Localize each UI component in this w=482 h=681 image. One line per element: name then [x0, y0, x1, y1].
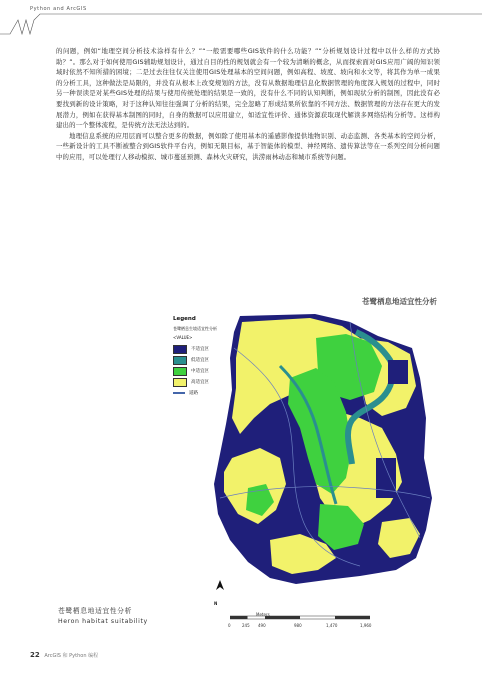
- legend-layer-name: 苍鹭栖息生境适宜性分析: [173, 326, 217, 331]
- body-text: [56, 46, 440, 163]
- legend-item-unsuitable: 不适宜区: [173, 344, 245, 354]
- legend-item-low: 低适宜区: [173, 355, 245, 365]
- legend-item-high: 高适宜区: [173, 377, 245, 387]
- legend-item-road: 道路: [173, 388, 245, 398]
- page-number: 22: [30, 651, 40, 659]
- map-legend: [173, 316, 245, 399]
- running-head: Python and ArcGIS: [30, 6, 87, 12]
- scale-tick: 1,960: [360, 623, 372, 628]
- legend-item-medium: 中适宜区: [173, 366, 245, 376]
- scale-tick: 1,470: [326, 623, 338, 628]
- swatch-icon: [173, 367, 187, 376]
- caption-zh: 苍鹭栖息地适宜性分析: [58, 607, 132, 615]
- north-label: N: [214, 601, 218, 606]
- legend-value-label: <VALUE>: [173, 335, 193, 340]
- swatch-icon: [173, 356, 187, 365]
- road-line-icon: [173, 392, 185, 393]
- figure-title-zh: 苍鹭栖息地适宜性分析: [362, 297, 437, 306]
- swatch-icon: [173, 378, 187, 387]
- scale-tick: 490: [258, 623, 266, 628]
- figure-caption: [58, 605, 148, 625]
- footer-text: ArcGIS 和 Python 编程: [44, 653, 99, 659]
- paragraph-2: 地理信息系统的应用层面可以整合更多的数据，例如除了使用基本的遥感影像提供地物识别、动态监测、各类基本的空间分析，一些新设计的工具不断被整合到GIS软件平台内，例如无限目标，基于智能体的模型、神经网络、遗传算法等在一系列空间分析问题中的应用，可以处理行人移动模拟、城市蔓延预测、森林火灾研究，洪涝雨林动态和城市系统等问题。: [56, 131, 440, 161]
- scale-tick: 0: [228, 623, 231, 628]
- caption-en: Heron habitat suitability: [58, 618, 148, 625]
- scale-tick: 245: [242, 623, 250, 628]
- paragraph-1: 的问题，例如“地理空间分析技术涂样有什么？”“一般需要哪些GIS软件的什么功能？”“分析规划设计过程中以什么样的方式协助？”。那么对于如何使用GIS辅助规划设计，通过自目的性的规划就会有一个较为清晰的概念，从而探索面对GIS应用广阔的知识领域时依然不知所措的困境；二是过去往往仅关注使用GIS处理基本的空间问题，例如高程、坡度、坡向和水文等，将其作为单一成果的分析工具，这种做法是局限的，并没有从根本上改变规划的方法，没有从数据地理信息化数据管理的角度深入规划的过程中，同时另一种误读是对某些GIS处理的结果与使用传统处理的结果是一致的，没有什么不同的认知判断，例如现状分析的制图，因此没有必要找到新的设计策略，对于这种认知往往强调了分析的结果，完全忽略了形成结果所依靠的不同方法、数据管理的方法存在更大的发展潜力，例如在获得基本制图的同时，自身的数据可以应用建立，如适宜性评价、通体资源获取现代解读多网络结构分析等。这样构建出的一个整体流程，是传统方法无法达到的。: [56, 47, 440, 130]
- scale-unit: Meters: [256, 612, 270, 617]
- page-footer: [30, 651, 98, 659]
- legend-heading: Legend: [173, 316, 196, 322]
- swatch-icon: [173, 345, 187, 354]
- scale-tick: 980: [294, 623, 302, 628]
- scale-bar: [230, 614, 370, 622]
- habitat-suitability-map: [120, 308, 450, 600]
